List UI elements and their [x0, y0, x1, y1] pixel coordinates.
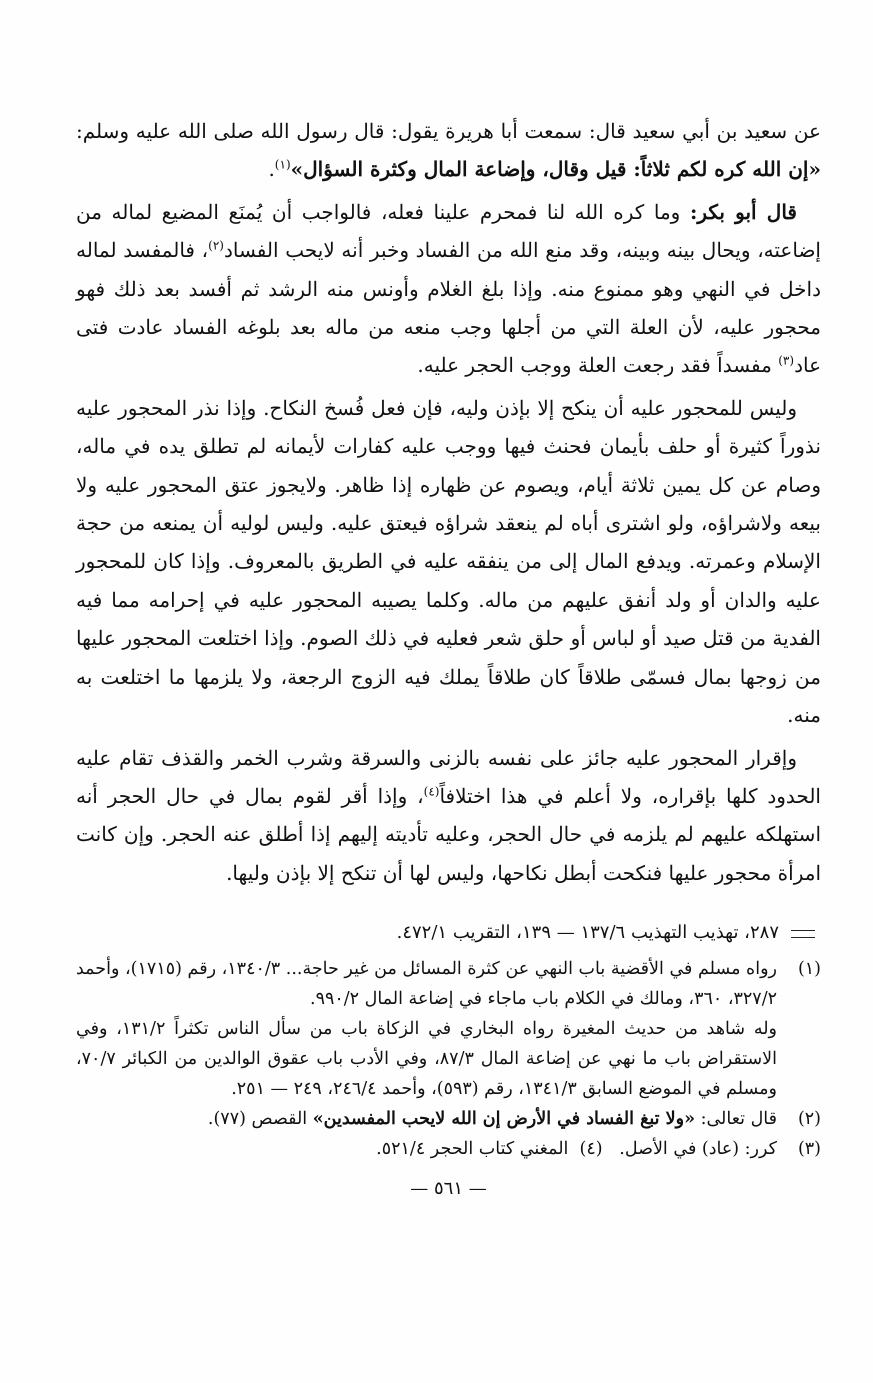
paragraph-text: ، فالمفسد لماله داخل في النهي وهو ممنوع منه. وإذا بلغ الغلام وأونس منه الرشد ثم أفسد بعد ذلك فهو محجور عليه، لأن العلة التي من أجلها وجب منعه من ماله بعد بلوغه الفساد عادت فتى عاد [76, 238, 821, 378]
footnote-ref-1[interactable]: (١) [274, 157, 291, 172]
source-reference: ٢٨٧، تهذيب التهذيب ١٣٧/٦ — ١٣٩، التقريب ٤٧٢/١. [396, 922, 779, 944]
footnote-citation: القصص (٧٧). [207, 1109, 313, 1130]
hadith-quote: «إن الله كره لكم ثلاثاً: قيل وقال، وإضاعة المال وكثرة السؤال» [290, 157, 821, 182]
footnote-text: رواه مسلم في الأقضية باب النهي عن كثرة المسائل من غير حاجة... ١٣٤٠/٣، رقم (١٧١٥)، وأحمد ٣٢٧/٢، ٣٦٠، ومالك في الكلام باب ماجاء في إضاعة المال ٩٩٠/٢. [76, 959, 777, 1010]
paragraph-abu-bakr [76, 193, 821, 385]
paragraph-hadith [76, 112, 821, 189]
double-rule [791, 930, 815, 938]
paragraph-marriage: وليس للمحجور عليه أن ينكح إلا بإذن وليه، فإن فعل فُسخ النكاح. وإذا نذر المحجور عليه نذوراً كثيرة أو حلف بأيمان فحنث فيها ووجب عليه كفارات لأيمانه لم تطلق يده في ماله، وصام عن كل يمين ثلاثة أيام، ويصوم عن ظهاره إذا ظاهر. ولايجوز عتق المحجور عليه ولا بيعه ولاشراؤه، ولو اشترى أباه لم ينعقد شراؤه فيعتق عليه. وليس لوليه أن يمنعه من حجة الإسلام وعمرته. ويدفع المال إلى من ينفقه عليه في الطريق بالمعروف. وإذا كان للمحجور عليه والدان أو ولد أنفق عليهم من ماله. وكلما يصيبه المحجور عليه في إحرامه مما فيه الفدية من قتل صيد أو لباس أو حلق شعر فعليه في ذلك الصوم. وإذا اختلعت المحجور عليها من زوجها بمال فسمّى طلاقاً كان طلاقاً يملك فيه الزوج الرجعة، ولا يلزمها ما اختلعت به منه. [76, 395, 821, 728]
footnotes [76, 954, 821, 1164]
paragraph-text: وإقرار المحجور عليه جائز على نفسه بالزنى والسرقة وشرب الخمر والقذف تقام عليه الحدود كلها بإقراره، ولا أعلم في هذا اختلافاً [76, 745, 821, 808]
page-number: — ٥٦١ — [410, 1178, 487, 1200]
footnote-text [76, 1104, 777, 1134]
footnote-number: (١) [797, 959, 821, 980]
paragraph-text: وما كره الله لنا فمحرم علينا فعله، فالواجب أن يُمنَع المضيع لماله من إضاعته، ويحال بينه وبينه، وقد منع الله من الفساد وخبر أنه لايحب الفساد [76, 199, 821, 263]
footnote-1 [76, 954, 821, 1014]
footnote-text: كرر: (عاد) في الأصل. (٤) المغني كتاب الحجر ٥٢١/٤. [376, 1139, 777, 1160]
footnote-ref-4[interactable]: (٤) [423, 784, 440, 799]
footnote-separator [76, 918, 821, 948]
paragraph-text: ، وإذا أقر لقوم بمال في حال الحجر أنه استهلكه عليهم لم يلزمه في حال الحجر، وعليه تأديته إليهم إذا أطلق عنه الحجر. وإن كانت امرأة محجور عليها فنكحت أبطل نكاحها، وليس لها أن تنكح إلا بإذن وليها. [76, 783, 821, 885]
paragraph-text: مفسداً فقد رجعت العلة ووجب الحجر عليه. [417, 353, 779, 378]
footnote-intro: قال تعالى: [695, 1109, 777, 1130]
footnote-number: (٣) [797, 1139, 821, 1160]
footnote-ref-2[interactable]: (٢) [208, 238, 224, 253]
quran-quote: «ولا تبغ الفساد في الأرض إن الله لايحب المفسدين» [312, 1109, 695, 1130]
footnote-2 [76, 1104, 821, 1134]
hadith-intro: عن سعيد بن أبي سعيد قال: سمعت أبا هريرة يقول: قال رسول الله صلى الله عليه وسلم: [76, 119, 821, 143]
footnote-3-4 [76, 1134, 821, 1164]
paragraph-confession [76, 739, 821, 893]
footnote-ref-3[interactable]: (٣) [778, 353, 795, 368]
footnote-1-continuation: وله شاهد من حديث المغيرة رواه البخاري في الزكاة باب من سأل الناس تكثراً ١٣١/٢، وفي الاستقراض باب ما نهي عن إضاعة المال ٨٧/٣، وفي الأدب باب عقوق الوالدين من الكبائر ٧٠/٧، ومسلم في الموضع السابق ١٣٤١/٣، رقم (٥٩٣)، وأحمد ٢٤٦/٤، ٢٤٩ — ٢٥١. [76, 1019, 777, 1100]
hadith-end: . [268, 157, 275, 182]
speaker-label: قال أبو بكر: [689, 199, 797, 224]
footnote-number: (٢) [797, 1109, 821, 1130]
